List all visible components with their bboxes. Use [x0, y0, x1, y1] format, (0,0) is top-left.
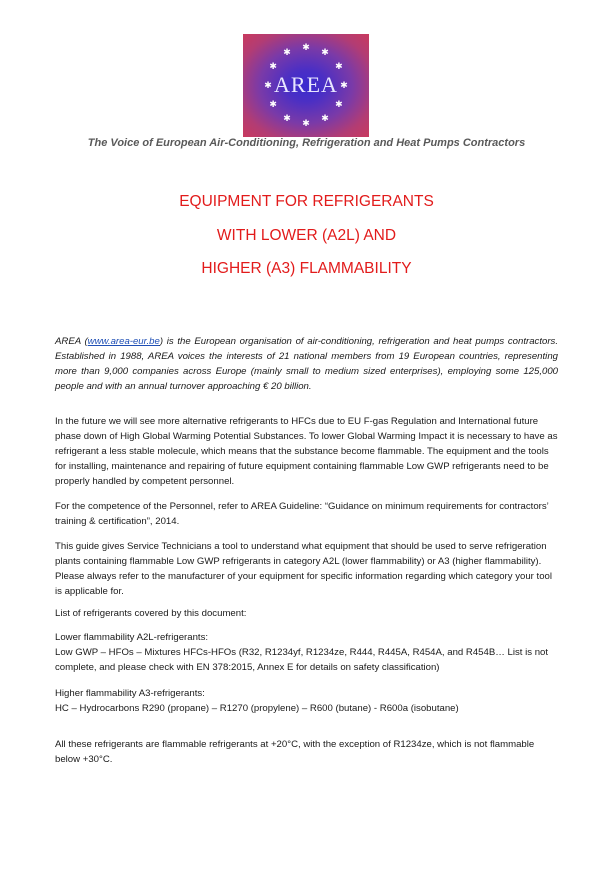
tagline: The Voice of European Air-Conditioning, Refrigeration and Heat Pumps Contractors — [87, 137, 526, 149]
star-icon: ✱ — [283, 113, 291, 124]
a3-list: HC – Hydrocarbons R290 (propane) – R1270 (propylene) – R600 (butane) - R600a (isobutane) — [55, 703, 459, 714]
paragraph-guide-purpose: This guide gives Service Technicians a tool to understand what equipment that should be used to serve refrigeration plants containing flammable Low GWP refrigerants in category A2L (lower flammability) or A3 (higher flammability). Please always refer to the manufacturer of your equipment for specific information regarding which category your tool is applicable for. — [55, 541, 552, 597]
star-icon: ✱ — [264, 81, 272, 91]
intro-suffix: ) is the European organisation of air-conditioning, refrigeration and heat pumps contractors. Established in 1988, AREA voices the interests of 21 national members from 19 European countries, representing more than 9,000 companies across Europe (mainly small to medium sized enterprises), employing some 125,000 people and with an annual turnover approaching € 20 billion. — [55, 336, 558, 392]
paragraph-flammability-note: All these refrigerants are flammable refrigerants at +20°C, with the exception of R1234ze, which is not flammable below +30°C. — [55, 739, 535, 765]
star-icon: ✱ — [269, 62, 277, 72]
star-icon: ✱ — [335, 62, 343, 72]
star-icon: ✱ — [340, 81, 348, 91]
intro-paragraph — [55, 334, 558, 394]
star-icon: ✱ — [269, 100, 277, 110]
star-icon: ✱ — [283, 48, 291, 59]
a2l-list: Low GWP – HFOs – Mixtures HFCs-HFOs (R32, R1234yf, R1234ze, R444, R445A, R454A, and R454B… List is not complete, and please check with EN 378:2015, Annex E for details on safety classification) — [55, 647, 549, 673]
star-icon: ✱ — [321, 113, 329, 124]
intro-prefix: AREA ( — [55, 336, 88, 347]
a3-heading: Higher flammability A3-refrigerants: — [55, 688, 205, 699]
star-icon: ✱ — [335, 100, 343, 110]
paragraph-competence: For the competence of the Personnel, refer to AREA Guideline: “Guidance on minimum requirements for contractors’ training & certification”, 2014. — [55, 501, 549, 527]
star-icon: ✱ — [302, 119, 310, 129]
title-line-3: HIGHER (A3) FLAMMABILITY — [201, 260, 412, 277]
area-website-link[interactable]: www.area-eur.be — [87, 336, 160, 347]
star-icon: ✱ — [321, 48, 329, 59]
title-line-2: WITH LOWER (A2L) AND — [216, 227, 397, 244]
title-line-1: EQUIPMENT FOR REFRIGERANTS — [179, 193, 434, 210]
a2l-section — [55, 630, 558, 675]
logo-text: AREA — [274, 72, 338, 97]
area-logo — [243, 34, 369, 137]
paragraph-future-refrigerants: In the future we will see more alternative refrigerants to HFCs due to EU F-gas Regulation and International future phase down of High Global Warming Potential Substances. To lower Global Warming Impact it is necessary to have as refrigerant a less stable molecule, which means that the substance become flammable. The equipment and the tools for installing, maintenance and repairing of future equipment containing flammable Low GWP refrigerants need to be properly handled by competent personnel. — [55, 416, 558, 487]
a3-section — [55, 686, 558, 716]
paragraph-list-intro: List of refrigerants covered by this document: — [55, 608, 247, 619]
a2l-heading: Lower flammability A2L-refrigerants: — [55, 632, 209, 643]
star-icon: ✱ — [302, 43, 310, 53]
